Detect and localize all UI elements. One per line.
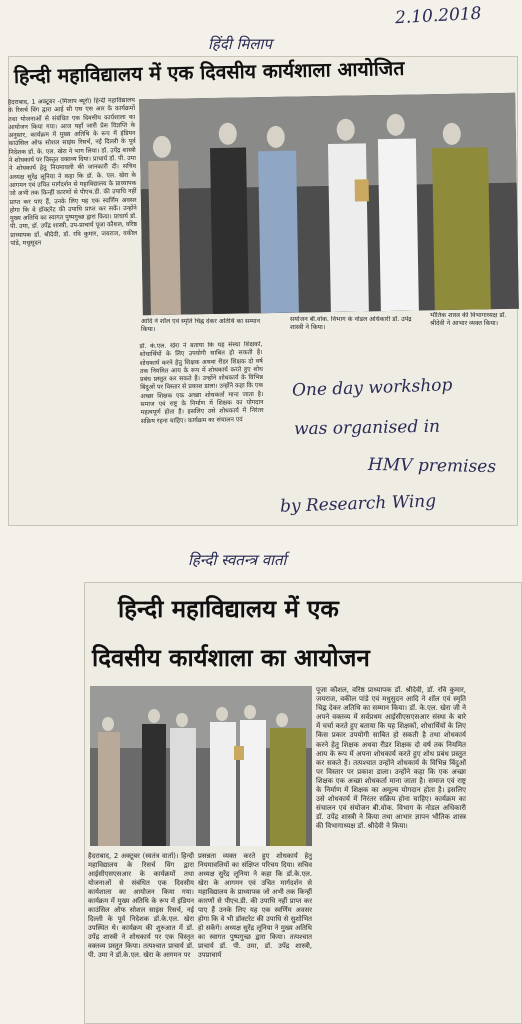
- bottom-column-1: हैदराबाद, 2 अक्टूबर (स्वतंत्र वार्ता)। हिन्दी महाविद्यालय के रिसर्च विंग द्वारा आईसीएसएसआर के कार्यक्रमों तथा योजनाओं से संबंधित एक दिवसीय कार्यशाला का आयोजन किया गया। कार्यक्रम में मुख्य अतिथि के रूप में इंडियन काउंसिल ऑफ सोशल साइंस रिसर्च, नई दिल्ली के पूर्व निदेशक डॉ.के.एल. खेरा उपस्थित थे। कार्यक्रम की शुरुआत में डॉ. उपेंद्र शास्त्री ने शोधकार्य पर एक विस्तृत वक्तव्य प्रस्तुत किया। तत्पश्चात प्राचार्य डॉ. पी. उमा ने डॉ.के.एल. खेरा के आगमन पर: [88, 852, 194, 959]
- top-left-column: हैदराबाद, 1 अक्टूबर -(मिलाप ब्यूरो) हिन्दी महाविद्यालय के रिसर्च विंग द्वारा आई सी एस एस आर के कार्यक्रमों तथा योजनाओं से संबंधित एक दिवसीय कार्यशाला का आयोजन किया गया। आज यहाँ जारी प्रेस विज्ञप्ति के अनुसार, कार्यक्रम में मुख्य अतिथि के रूप में इंडियन काउंसिल ऑफ सोशल साइंस रिसर्च, नई दिल्ली के पूर्व निदेशक डॉ. के. एल. खेरा ने भाग लिया। डॉ. उपेंद्र शास्त्री ने शोधकार्य पर विस्तृत वक्तव्य दिया। प्राचार्य डॉ. पी. उमा ने शोधकार्य हेतु नियमावली की जानकारी दी। सचिव अध्यक्ष सुरेंद्र लूनिया ने कहा कि डॉ. के. एल. खेरा के आगमन एवं उचित मार्गदर्शन से महाविद्यालय के प्राध्यापक जो अभी तक किन्हीं कारणों से पीएच.डी. की उपाधि नहीं प्राप्त कर पाए हैं, उनके लिए यह एक स्वर्णिम अवसर होगा कि वे डॉक्टरेट की उपाधि प्राप्त कर सकें। उन्होंने मुख्य अतिथि का स्वागत पुष्पगुच्छ द्वारा किया। प्राचार्य डॉ. पी. उमा, डॉ. उपेंद्र शास्त्री, उप-प्राचार्य पूजा कौशल, वरिष्ठ प्राध्यापक डॉ. श्रीदेवी, डॉ. रवि कुमार, जयराज, वकील पांडे, मधुसूदन: [7, 96, 138, 248]
- bottom-right-column: पूजा कौशल, वरिष्ठ प्राध्यापक डॉ. श्रीदेवी, डॉ. रवि कुमार, जयराज, वकील पांडे एवं मधुसुदन आदि ने शॉल एवं स्मृति चिह्न देकर अतिथि का सम्मान किया। डॉ. के.एल. खेरा जी ने अपने वक्तव्य में सर्वप्रथम आईसीएसएसआर संस्था के बारे में चर्चा करते हुए बताया कि यह शिक्षकों, शोधार्थियों के लिए किस प्रकार उपयोगी साबित हो सकती है तथा शोधकार्य करने हेतु शिक्षक अथवा रीडर शिक्षक दो वर्ष तक नियमित आय के रूप में अपना शोधकार्य करते हुए शोध प्रबंध प्रस्तुत कर सकते हैं। तत्पश्चात उन्होंने शोधकार्य के विभिन्न बिंदुओं पर विस्तार पर प्रकाश डाला। उन्होंने कहा कि एक अच्छा शिक्षक एक अच्छा शोधकर्ता माना जाता है। समाज एवं राष्ट्र के निर्माण में शिक्षक का अमूल्य योगदान होता है। इसलिए उसे शोधकार्य में निरंतर सक्रिय होना चाहिए। कार्यक्रम का संचालन एवं संयोजन बी.वोक. विभाग के नोडल अधिकारी डॉ. उपेंद्र शास्त्री ने किया तथा आभार ज्ञापन भौतिक शास्त्र की विभागाध्यक्ष डॉ. श्रीदेवी ने किया।: [316, 686, 466, 831]
- note-line-3: HMV premises: [367, 454, 497, 478]
- top-continued-column: डॉ. के.एल. खेरा ने बताया कि यह संस्था शिक्षकों, शोधार्थियों के लिए उपयोगी साबित हो सकती है। शोधकार्य करने हेतु शिक्षक अथवा रीडर शिक्षक दो वर्ष तक नियमित आय के रूप में शोधकार्य करते हुए शोध प्रबंध प्रस्तुत कर सकते हैं। उन्होंने शोधकार्य के विभिन्न बिंदुओं पर विस्तार से प्रकाश डाला। उन्होंने कहा कि एक अच्छा शिक्षक एक अच्छा शोधकर्ता माना जाता है। समाज एवं राष्ट्र के निर्माण में शिक्षक का योगदान महत्वपूर्ण होता है। इसलिए उसे शोधकार्य में निरंतर सक्रिय रहना चाहिए। कार्यक्रम का संचालन एवं: [139, 340, 264, 425]
- bottom-event-photo: [90, 686, 312, 846]
- top-caption-1: आदि ने शॉल एवं स्मृति चिह्न देकर अतिथि का सम्मान किया।: [141, 318, 261, 334]
- source-label-top: हिंदी मिलाप: [208, 35, 272, 53]
- date-label: 2.10.2018: [394, 3, 482, 29]
- bottom-headline-line-1: हिन्दी महाविद्यालय में एक: [118, 595, 339, 623]
- top-caption-2: सयोजन बी.वोक. विभाग के नोडल अधिकारी डॉ. उपेंद्र शास्त्री ने किया।: [290, 316, 412, 332]
- note-line-2: was organised in: [293, 416, 441, 440]
- bottom-column-2: प्रसन्नता व्यक्त करते हुए शोधकार्य हेतु नियमावलियों का संक्षिप्त परिचय दिया। सचिव अध्यक्ष सुरेंद्र लूनिया ने कहा कि डॉ.के.एल. खेरा के आगमन एवं उचित मार्गदर्शन से महाविद्यालय के प्राध्यापक जो अभी तक किन्हीं कारणों से पीएच.डी. की उपाधि नहीं प्राप्त कर पाए हैं उनके लिए यह एक स्वर्णिम अवसर होगा कि वे भी डॉक्टरेट की उपाधि से सुशोभित हो सकेंगे। अध्यक्ष सुरेंद्र लूनिया ने मुख्य अतिथि का स्वागत पुष्पगुच्छ द्वारा किया। तत्पश्चात प्राचार्य डॉ. पी. उमा, डॉ. उपेंद्र शास्त्री, उपप्राचार्य: [198, 852, 312, 959]
- bottom-headline-line-2: दिवसीय कार्यशाला का आयोजन: [92, 644, 370, 672]
- source-label-bottom: हिन्दी स्वतन्त्र वार्ता: [188, 551, 287, 569]
- note-line-4: by Research Wing: [279, 491, 437, 517]
- top-headline: हिन्दी महाविद्यालय में एक दिवसीय कार्यशाला आयोजित: [13, 56, 405, 88]
- top-event-photo: [139, 93, 519, 316]
- note-line-1: One day workshop: [291, 375, 453, 401]
- top-caption-3: भौतिक शास्त्र की विभागाध्यक्ष डॉ. श्रीदेवी ने आभार व्यक्त किया।: [430, 312, 507, 328]
